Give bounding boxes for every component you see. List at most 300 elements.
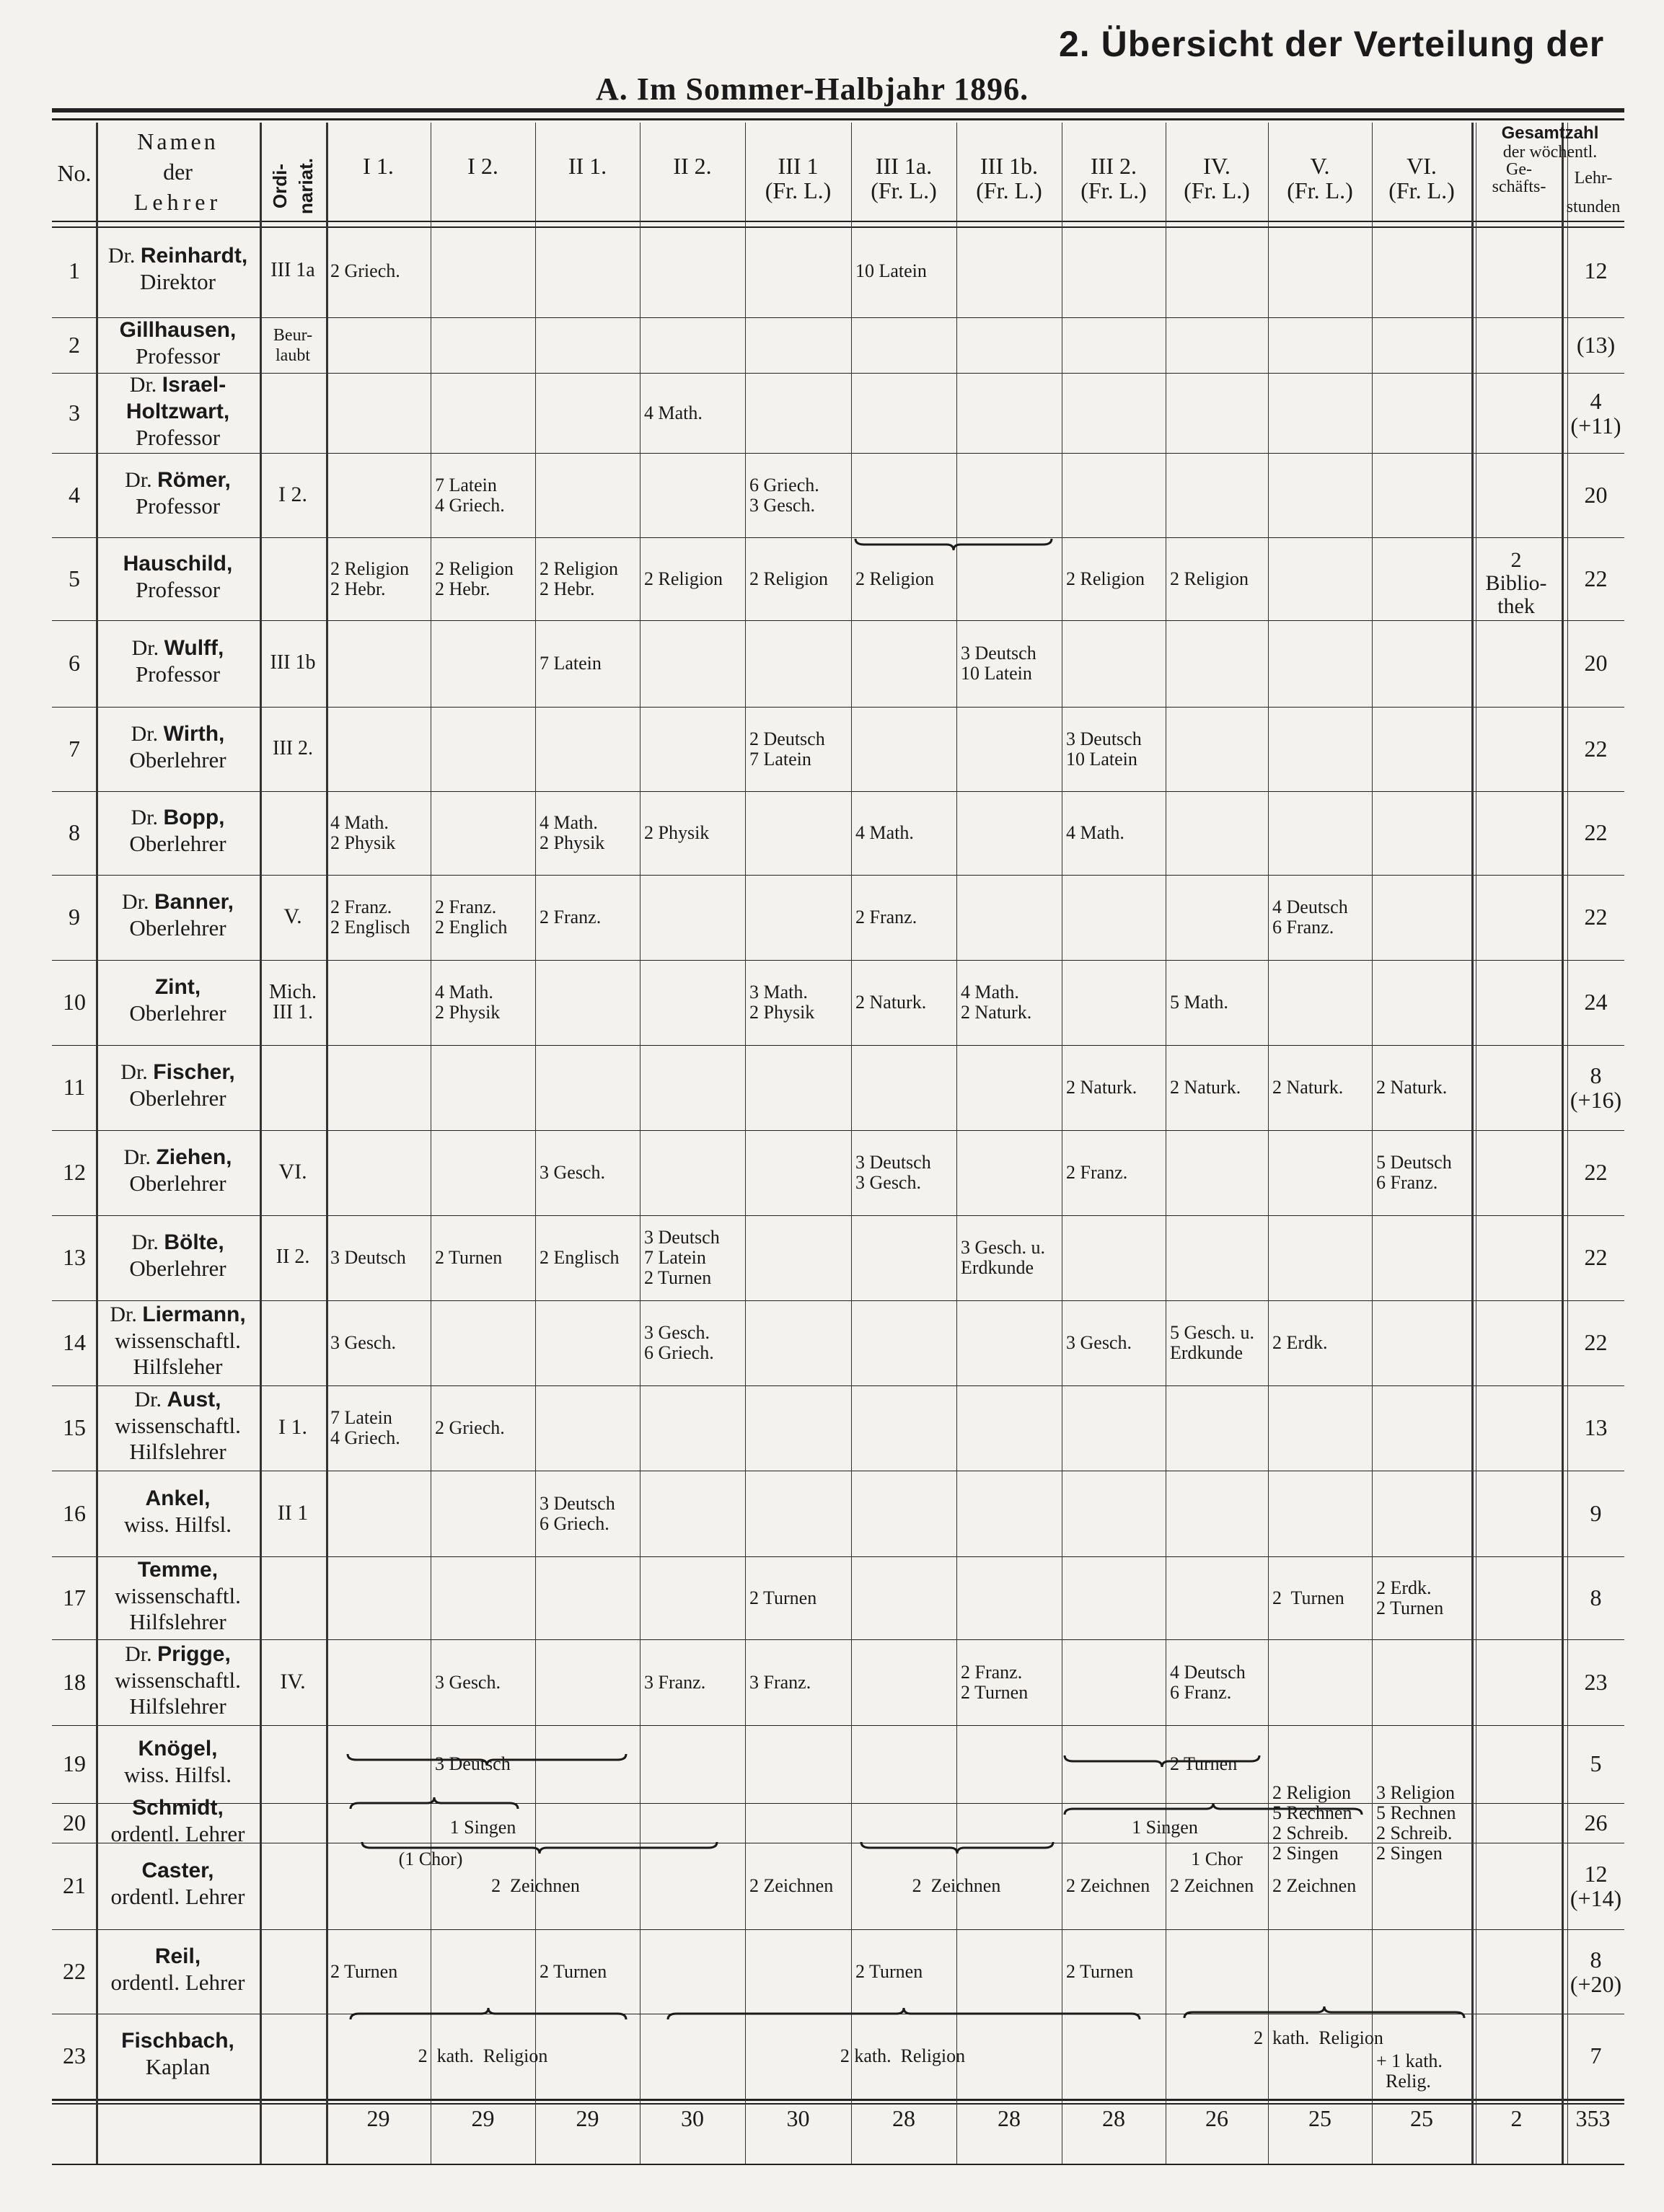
row-total: 7 xyxy=(1590,2043,1602,2068)
row-separator xyxy=(52,1215,1624,1216)
assignment-cell: 2 Naturk. xyxy=(1376,1077,1448,1098)
column-sum: 28 xyxy=(998,2105,1021,2131)
assignment-cell: 2 Griech. xyxy=(330,260,400,281)
row-number: 19 xyxy=(63,1750,86,1776)
ordinariat-value: III 1b xyxy=(270,651,316,674)
teacher-title: ordentl. Lehrer xyxy=(110,1884,245,1909)
assignment-cell: 3 Gesch. xyxy=(540,1162,605,1183)
column-sum: 29 xyxy=(366,2105,390,2131)
header-total-4: schäfts- xyxy=(1492,177,1546,196)
column-sum: 2 xyxy=(1510,2105,1523,2131)
teacher-name xyxy=(96,889,260,915)
row-separator xyxy=(52,453,1624,454)
teacher-name-cell xyxy=(96,1943,260,1996)
assignment-cell: 2 kath. Religion xyxy=(1254,2027,1383,2048)
row-separator xyxy=(52,1556,1624,1557)
name-prefix: Dr. xyxy=(134,1388,167,1411)
assignment-cell: 2 Naturk. xyxy=(1066,1077,1137,1098)
header-class-5-sub: (Fr. L.) xyxy=(765,177,832,203)
row-total: 9 xyxy=(1590,1499,1602,1526)
row-separator xyxy=(52,960,1624,961)
ordinariat-value: V. xyxy=(283,904,302,928)
row-total: 22 xyxy=(1584,1159,1608,1185)
assignment-cell: 2 Turnen xyxy=(435,1247,503,1268)
teacher-title: wiss. Hilfsl. xyxy=(124,1762,232,1787)
row-separator xyxy=(52,791,1624,792)
name-text: Bölte, xyxy=(164,1230,224,1254)
chor-brace-2 xyxy=(1063,1800,1363,1817)
teacher-name xyxy=(96,721,260,747)
religion-kath-brace-3 xyxy=(1183,2004,1466,2021)
assignment-cell: 7 Latein 4 Griech. xyxy=(330,1407,400,1448)
header-class-8-sub: (Fr. L.) xyxy=(1080,177,1147,203)
row-separator xyxy=(52,317,1624,318)
assignment-cell: 3 Deutsch 7 Latein 2 Turnen xyxy=(644,1227,720,1288)
row-total: 8 (+16) xyxy=(1570,1062,1622,1113)
teacher-name-cell xyxy=(96,1556,260,1635)
assignment-cell: 2 Zeichnen xyxy=(491,1875,580,1896)
header-class-9: IV. xyxy=(1203,153,1231,179)
name-text: Ankel, xyxy=(145,1486,211,1510)
row-number: 22 xyxy=(63,1957,86,1984)
zeichnen-brace xyxy=(361,1839,718,1856)
row-total: (13) xyxy=(1576,331,1616,358)
assignment-cell: 6 Griech. 3 Gesch. xyxy=(749,474,819,516)
teacher-title: Professor xyxy=(135,493,221,519)
assignment-cell: 4 Math. 2 Physik xyxy=(435,982,501,1023)
teacher-name-cell xyxy=(96,635,260,687)
name-text: Temme, xyxy=(137,1557,219,1582)
ordinariat-value: VI. xyxy=(278,1160,307,1184)
assignment-cell: 3 Gesch. xyxy=(1066,1332,1132,1353)
teacher-name-cell xyxy=(96,721,260,773)
row-separator xyxy=(52,537,1624,538)
assignment-cell: 2 Turnen xyxy=(855,1960,923,1982)
teacher-name xyxy=(96,242,260,269)
name-text: Fischer, xyxy=(153,1060,235,1084)
assignment-cell: 2 Biblio- thek xyxy=(1485,547,1547,618)
top-thick-rule xyxy=(52,108,1624,113)
header-class-4: II 2. xyxy=(673,153,712,179)
assignment-cell: 1 Singen xyxy=(449,1817,516,1838)
row-number: 7 xyxy=(69,735,80,762)
name-text: Banner, xyxy=(154,890,234,914)
teacher-name-cell xyxy=(96,804,260,857)
header-name-1: Namen xyxy=(137,128,219,154)
ordinariat-value: II 2. xyxy=(276,1246,310,1268)
teacher-name-cell xyxy=(96,889,260,941)
row-number: 9 xyxy=(69,904,80,930)
column-line xyxy=(326,123,328,2164)
teacher-name xyxy=(96,1229,260,1256)
name-prefix: Dr. xyxy=(110,1303,143,1326)
assignment-cell: 4 Deutsch 6 Franz. xyxy=(1272,896,1348,938)
row-separator xyxy=(52,373,1624,374)
assignment-cell: 2 Englisch xyxy=(540,1247,620,1268)
row-total: 8 (+20) xyxy=(1570,1946,1622,1997)
row-total: 22 xyxy=(1584,735,1608,762)
teacher-title: Oberlehrer xyxy=(129,746,226,772)
teacher-name-cell xyxy=(96,1229,260,1282)
row-total: 22 xyxy=(1584,1329,1608,1355)
header-class-9-sub: (Fr. L.) xyxy=(1184,177,1250,203)
assignment-cell: 2 Franz. 2 Englich xyxy=(435,896,508,938)
column-sum: 26 xyxy=(1205,2105,1228,2131)
assignment-cell: 2 Religion 2 Hebr. xyxy=(330,558,410,599)
assignment-cell: 2 Religion 5 Rechnen 2 Schreib. 2 Singen xyxy=(1272,1781,1352,1864)
row-total: 20 xyxy=(1584,481,1608,508)
assignment-cell: 5 Math. xyxy=(1170,992,1228,1013)
assignment-cell: 2 Turnen xyxy=(330,1960,398,1982)
row-number: 3 xyxy=(69,399,80,426)
teacher-name-cell xyxy=(96,371,260,451)
assignment-cell: 1 Chor xyxy=(1191,1849,1243,1869)
row-total: 8 xyxy=(1590,1584,1602,1610)
assignment-cell: 2 Turnen xyxy=(1066,1960,1134,1982)
teacher-title: Oberlehrer xyxy=(129,1085,226,1111)
singen-brace xyxy=(346,1751,628,1768)
assignment-cell: 3 Gesch. xyxy=(435,1671,501,1693)
teacher-name xyxy=(96,1794,260,1821)
assignment-cell: + 1 kath. Relig. xyxy=(1376,2050,1443,2092)
header-name-2: der xyxy=(163,159,193,185)
column-line xyxy=(260,123,262,2164)
assignment-cell: 2 Naturk. xyxy=(1170,1077,1241,1098)
assignment-cell: 2 Zeichnen xyxy=(1272,1875,1357,1896)
name-prefix: Dr. xyxy=(125,1642,158,1666)
assignment-cell: 5 Deutsch 6 Franz. xyxy=(1376,1152,1452,1193)
teacher-title: Oberlehrer xyxy=(129,915,226,940)
row-separator xyxy=(52,1929,1624,1930)
row-number: 21 xyxy=(63,1872,86,1898)
header-class-8: III 2. xyxy=(1091,153,1137,179)
header-class-10-sub: (Fr. L.) xyxy=(1287,177,1353,203)
header-class-5: III 1 xyxy=(778,153,819,179)
column-line xyxy=(1471,123,1474,2164)
teacher-title: Hilfslehrer xyxy=(129,1439,226,1464)
teacher-name xyxy=(96,1485,260,1512)
teacher-name xyxy=(96,1386,260,1413)
name-text: Israel- xyxy=(162,372,226,397)
name-prefix: Dr. xyxy=(121,890,154,914)
name-text: Aust, xyxy=(167,1388,221,1411)
teacher-name xyxy=(96,1556,260,1583)
assignment-cell: 3 Franz. xyxy=(644,1671,706,1693)
row-number: 20 xyxy=(63,1809,86,1836)
assignment-cell: 3 Gesch. 6 Griech. xyxy=(644,1322,714,1363)
name-text: Fischbach, xyxy=(121,2029,234,2053)
teacher-name xyxy=(96,1857,260,1884)
teacher-name xyxy=(96,2027,260,2054)
assignment-cell: 3 Deutsch xyxy=(435,1753,511,1774)
assignment-cell: 2 kath. Religion xyxy=(840,2045,966,2066)
assignment-cell: 2 Turnen xyxy=(540,1960,607,1982)
teacher-name-cell xyxy=(96,317,260,369)
top-thin-rule xyxy=(52,118,1624,120)
row-separator xyxy=(52,1385,1624,1386)
column-line xyxy=(1372,123,1373,2164)
header-no: No. xyxy=(57,160,92,186)
name-text: Knögel, xyxy=(138,1737,218,1761)
name-text: Hauschild, xyxy=(123,551,233,576)
name-prefix: Dr. xyxy=(120,1060,154,1084)
header-total-6: stunden xyxy=(1566,198,1621,216)
religion-kath-brace-2 xyxy=(666,2005,1141,2022)
teacher-title: Oberlehrer xyxy=(129,1171,226,1196)
row-number: 13 xyxy=(63,1244,86,1270)
teacher-name xyxy=(96,1301,260,1328)
row-separator xyxy=(52,1639,1624,1640)
column-sum: 29 xyxy=(576,2105,599,2131)
header-total-2: der wöchentl. xyxy=(1502,143,1598,162)
row-separator xyxy=(52,620,1624,621)
name-prefix: Dr. xyxy=(123,1145,157,1169)
assignment-cell: 2 Turnen xyxy=(749,1587,817,1608)
assignment-cell: 2 Religion xyxy=(644,568,723,589)
teacher-name xyxy=(96,1059,260,1085)
header-class-6-sub: (Fr. L.) xyxy=(871,177,937,203)
name-prefix: Dr. xyxy=(131,1230,164,1254)
assignment-cell: (1 Chor) xyxy=(398,1849,463,1869)
column-sum: 353 xyxy=(1575,2105,1611,2131)
name-text: Liermann, xyxy=(142,1303,246,1326)
assignment-cell: 1 Singen xyxy=(1132,1817,1198,1838)
header-class-6: III 1a. xyxy=(875,153,933,179)
teacher-title: Oberlehrer xyxy=(129,1256,226,1281)
header-class-10: V. xyxy=(1310,153,1330,179)
ordinariat-value: IV. xyxy=(280,1669,306,1693)
teacher-name-cell xyxy=(96,467,260,519)
header-class-7: III 1b. xyxy=(980,153,1038,179)
header-total-3: Ge- xyxy=(1506,160,1532,179)
ordinariat-value: III 1a xyxy=(270,259,315,281)
header-class-1: I 1. xyxy=(363,153,394,179)
row-total: 22 xyxy=(1584,819,1608,845)
assignment-cell: 3 Gesch. u. Erdkunde xyxy=(961,1237,1045,1278)
teacher-title: Direktor xyxy=(139,269,216,294)
sums-rule xyxy=(52,2099,1624,2101)
name-text: Wirth, xyxy=(163,721,225,746)
teacher-name-cell xyxy=(96,1144,260,1197)
teacher-title: Hilfslehrer xyxy=(129,1608,226,1634)
ordinariat-value: I 1. xyxy=(278,1415,307,1439)
name-text: Prigge, xyxy=(157,1642,231,1666)
name-prefix: Dr. xyxy=(131,636,164,660)
teacher-title: Oberlehrer xyxy=(129,1000,226,1026)
name-text: Schmidt, xyxy=(132,1795,224,1820)
assignment-cell: 4 Math. 2 Physik xyxy=(540,812,605,853)
assignment-cell: 2 Turnen xyxy=(1272,1587,1344,1608)
teacher-name xyxy=(96,550,260,577)
name-text: Reil, xyxy=(154,1944,201,1968)
table-subtitle: A. Im Sommer-Halbjahr 1896. xyxy=(596,71,1029,107)
religion-brace xyxy=(854,536,1053,553)
name-text: Bopp, xyxy=(163,806,225,829)
row-number: 23 xyxy=(63,2043,86,2068)
ordinariat-value: III 2. xyxy=(273,736,313,759)
assignment-cell: 5 Gesch. u. Erdkunde xyxy=(1170,1322,1254,1363)
teacher-name-cell xyxy=(96,1059,260,1111)
ordinariat-value: II 1 xyxy=(277,1500,309,1525)
name-text: Römer, xyxy=(157,467,231,492)
assignment-cell: 2 Erdk. xyxy=(1272,1332,1328,1353)
assignment-cell: 2 Zeichnen xyxy=(912,1875,1001,1896)
assignment-cell: 2 Zeichnen xyxy=(1170,1875,1254,1896)
row-number: 10 xyxy=(63,989,86,1015)
row-separator xyxy=(52,1725,1624,1726)
row-number: 14 xyxy=(63,1329,86,1355)
teacher-name-cell xyxy=(96,1857,260,1910)
name-prefix: Dr. xyxy=(129,372,162,397)
teacher-title: Kaplan xyxy=(145,2054,211,2079)
name-text: Caster, xyxy=(141,1859,214,1882)
row-total: 26 xyxy=(1584,1809,1608,1836)
header-class-3: II 1. xyxy=(568,153,607,179)
name-prefix: Dr. xyxy=(107,244,141,268)
column-sum: 25 xyxy=(1308,2105,1331,2131)
teacher-title: wissenschaftl. xyxy=(115,1582,241,1608)
assignment-cell: 3 Franz. xyxy=(749,1671,811,1693)
row-total: 24 xyxy=(1584,989,1608,1015)
row-total: 22 xyxy=(1584,1244,1608,1270)
name-text: Ziehen, xyxy=(156,1145,232,1169)
teacher-name-cell xyxy=(96,1735,260,1788)
teacher-title: Hilfsleher xyxy=(133,1354,223,1379)
row-separator xyxy=(52,1300,1624,1301)
name-text: Zint, xyxy=(154,975,201,999)
column-line xyxy=(851,123,852,2164)
teacher-name-cell xyxy=(96,242,260,295)
teacher-name xyxy=(96,804,260,831)
column-sum: 25 xyxy=(1410,2105,1433,2131)
row-number: 8 xyxy=(69,819,80,845)
assignment-cell: 3 Religion 5 Rechnen 2 Schreib. 2 Singen xyxy=(1376,1781,1456,1864)
teacher-name xyxy=(96,398,260,425)
row-number: 17 xyxy=(63,1584,86,1610)
assignment-cell: 2 Franz. xyxy=(1066,1162,1128,1183)
assignment-cell: 3 Gesch. xyxy=(330,1332,396,1353)
teacher-name-cell xyxy=(96,1641,260,1719)
teacher-name-cell xyxy=(96,2027,260,2080)
row-total: 12 (+14) xyxy=(1570,1861,1622,1911)
assignment-cell: 2 Turnen xyxy=(1170,1753,1238,1774)
assignment-cell: 2 Erdk. 2 Turnen xyxy=(1376,1577,1444,1618)
teacher-title: Professor xyxy=(135,661,221,687)
column-line xyxy=(745,123,746,2164)
name-prefix: Dr. xyxy=(131,721,164,746)
row-total: 22 xyxy=(1584,565,1608,591)
name-text: Wulff, xyxy=(164,636,224,660)
row-total: 4 (+11) xyxy=(1570,387,1621,439)
assignment-cell: 2 Naturk. xyxy=(855,992,927,1013)
column-sum: 28 xyxy=(1102,2105,1125,2131)
row-total: 12 xyxy=(1584,257,1608,283)
assignment-cell: 4 Math. xyxy=(1066,822,1124,843)
assignment-cell: 4 Math. 2 Naturk. xyxy=(961,982,1032,1023)
teacher-title: Hilfslehrer xyxy=(129,1693,226,1719)
row-number: 2 xyxy=(69,331,80,358)
assignment-cell: 3 Deutsch 10 Latein xyxy=(961,643,1036,684)
row-separator xyxy=(52,1045,1624,1046)
teacher-title: wissenschaftl. xyxy=(115,1413,241,1438)
name-prefix: Dr. xyxy=(131,806,164,829)
header-ordinariat: Ordi-nariat. xyxy=(269,157,317,215)
header-name-3: Lehrer xyxy=(133,189,222,215)
assignment-cell: 2 Naturk. xyxy=(1272,1077,1344,1098)
assignment-cell: 2 Franz. xyxy=(540,907,602,927)
assignment-cell: 4 Math. xyxy=(855,822,914,843)
header-class-7-sub: (Fr. L.) xyxy=(976,177,1042,203)
teacher-title: Professor xyxy=(135,576,221,602)
row-total: 20 xyxy=(1584,650,1608,676)
column-sum: 29 xyxy=(471,2105,495,2131)
assignment-cell: 3 Deutsch 3 Gesch. xyxy=(855,1152,931,1193)
assignment-cell: 4 Math. xyxy=(644,402,703,423)
ordinariat-value: Mich. III 1. xyxy=(268,981,317,1023)
assignment-cell: 3 Deutsch 10 Latein xyxy=(1066,728,1142,770)
name-prefix: Dr. xyxy=(125,467,158,492)
section-title: 2. Übersicht der Verteilung der xyxy=(1059,24,1605,64)
row-separator xyxy=(52,875,1624,876)
teacher-name-cell xyxy=(96,1301,260,1380)
row-total: 22 xyxy=(1584,904,1608,930)
teacher-name xyxy=(96,635,260,661)
teacher-name xyxy=(96,1641,260,1667)
row-number: 12 xyxy=(63,1159,86,1185)
column-sum: 28 xyxy=(892,2105,915,2131)
header-total-5: Lehr- xyxy=(1574,169,1613,188)
assignment-cell: 3 Deutsch xyxy=(330,1247,406,1268)
assignment-cell: 2 Religion xyxy=(1066,568,1145,589)
assignment-cell: 2 kath. Religion xyxy=(418,2045,548,2066)
teacher-title: ordentl. Lehrer xyxy=(110,1820,245,1846)
row-number: 6 xyxy=(69,650,80,676)
assignment-cell: 3 Math. 2 Physik xyxy=(749,982,815,1023)
teacher-name-cell xyxy=(96,550,260,603)
row-total: 23 xyxy=(1584,1668,1608,1695)
zeichnen-brace-2 xyxy=(860,1839,1055,1856)
name-text: Holtzwart, xyxy=(126,399,230,423)
assignment-cell: 4 Deutsch 6 Franz. xyxy=(1170,1661,1246,1703)
teacher-title: Oberlehrer xyxy=(129,831,226,856)
row-separator xyxy=(52,707,1624,708)
teacher-name xyxy=(96,1144,260,1171)
teacher-name xyxy=(96,1735,260,1762)
header-class-2: I 2. xyxy=(467,153,498,179)
assignment-cell: 2 Religion 2 Hebr. xyxy=(435,558,514,599)
assignment-cell: 2 Franz. xyxy=(855,907,917,927)
name-text: Gillhausen, xyxy=(119,317,237,342)
assignment-cell: 2 Religion xyxy=(749,568,829,589)
header-class-11: VI. xyxy=(1407,153,1437,179)
bottom-rule xyxy=(52,2164,1624,2165)
row-number: 11 xyxy=(63,1074,86,1100)
singen-brace-2 xyxy=(1063,1753,1261,1770)
teacher-name xyxy=(96,974,260,1000)
column-sum: 30 xyxy=(786,2105,810,2131)
teacher-name xyxy=(96,317,260,343)
row-number: 18 xyxy=(63,1668,86,1695)
column-line xyxy=(535,123,536,2164)
chor-brace xyxy=(349,1794,519,1812)
header-total-1: Gesamtzahl xyxy=(1501,123,1599,143)
assignment-cell: 2 Physik xyxy=(644,822,710,843)
row-number: 15 xyxy=(63,1414,86,1440)
assignment-cell: 2 Griech. xyxy=(435,1417,505,1438)
column-line xyxy=(956,123,957,2164)
header-class-11-sub: (Fr. L.) xyxy=(1388,177,1455,203)
teacher-title: Professor xyxy=(135,424,221,450)
